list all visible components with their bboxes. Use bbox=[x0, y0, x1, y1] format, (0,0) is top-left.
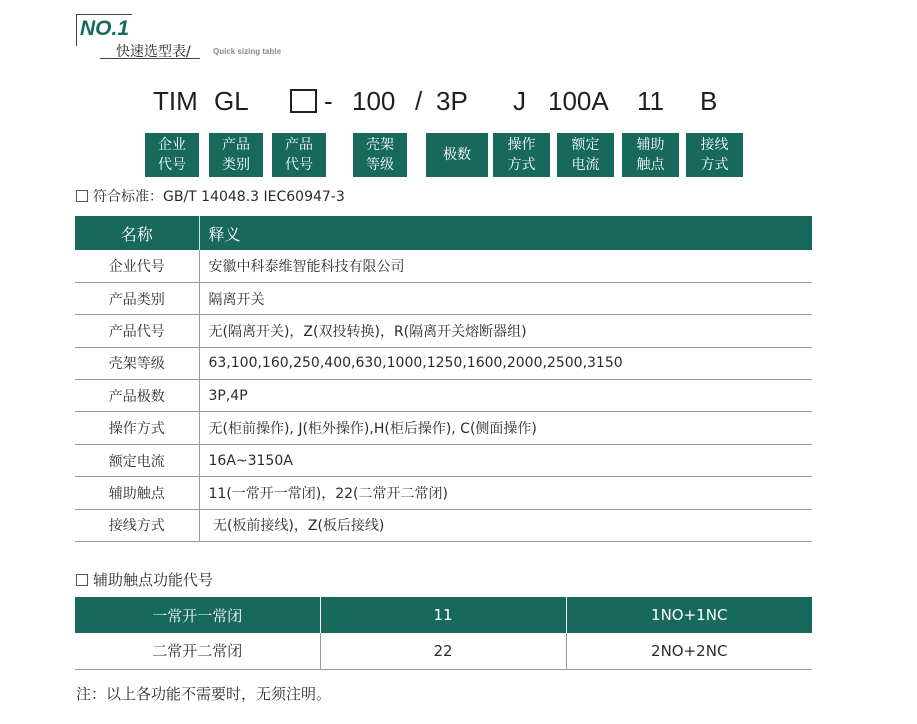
label-text: 企业 代号 bbox=[158, 137, 186, 173]
label-frame-grade bbox=[353, 133, 407, 177]
aux-header-row bbox=[75, 597, 812, 633]
label-text: 壳架 等级 bbox=[366, 137, 394, 173]
title-underline bbox=[100, 58, 200, 59]
table-header-row bbox=[75, 216, 812, 250]
table-row bbox=[75, 444, 812, 476]
label-rated-current bbox=[557, 133, 614, 177]
label-text: 产品 代号 bbox=[285, 137, 313, 173]
label-text: 产品 类别 bbox=[222, 137, 250, 173]
row-meaning: 无(板前接线)，Z(板后接线) bbox=[199, 509, 812, 541]
aux-table bbox=[75, 597, 812, 670]
checkbox-square-icon bbox=[76, 574, 88, 586]
aux-cell: 二常开二常闭 bbox=[75, 633, 320, 669]
code-frame: 100 bbox=[352, 86, 396, 116]
table-row bbox=[75, 412, 812, 444]
sizing-table bbox=[75, 216, 812, 542]
label-wiring-mode bbox=[686, 133, 743, 177]
code-dash: - bbox=[324, 86, 333, 116]
row-name: 壳架等级 bbox=[75, 347, 199, 379]
table-row bbox=[75, 315, 812, 347]
aux-cell: 22 bbox=[320, 633, 566, 669]
code-slash: / bbox=[415, 86, 423, 116]
label-text: 额定 电流 bbox=[571, 137, 600, 173]
section-number: NO.1 bbox=[80, 17, 130, 40]
label-product-category bbox=[209, 133, 263, 177]
code-category: GL bbox=[214, 86, 249, 116]
table-row bbox=[75, 282, 812, 314]
code-wiring: B bbox=[700, 86, 718, 116]
label-text: 辅助 触点 bbox=[636, 137, 665, 173]
row-meaning: 无(柜前操作), J(柜外操作),H(柜后操作), C(侧面操作) bbox=[199, 412, 812, 444]
row-meaning: 16A~3150A bbox=[199, 444, 812, 476]
section-title-en: Quick sizing table bbox=[213, 47, 282, 56]
code-company: TIM bbox=[153, 86, 198, 116]
row-meaning: 无(隔离开关)，Z(双投转换)，R(隔离开关熔断器组) bbox=[199, 315, 812, 347]
row-name: 产品类别 bbox=[75, 282, 199, 314]
standard-line bbox=[76, 186, 345, 206]
code-poles: 3P bbox=[436, 86, 468, 116]
aux-row bbox=[75, 633, 812, 669]
aux-header-cell: 11 bbox=[320, 597, 566, 633]
header-name: 名称 bbox=[75, 216, 199, 250]
row-name: 企业代号 bbox=[75, 250, 199, 282]
code-current: 100A bbox=[548, 86, 609, 116]
aux-section-title bbox=[76, 569, 213, 590]
row-name: 辅助触点 bbox=[75, 477, 199, 509]
row-meaning: 11(一常开一常闭)，22(二常开二常闭) bbox=[199, 477, 812, 509]
aux-header-cell: 一常开一常闭 bbox=[75, 597, 320, 633]
label-text: 操作 方式 bbox=[507, 137, 536, 173]
aux-title-text: 辅助触点功能代号 bbox=[93, 571, 214, 589]
checkbox-square-icon bbox=[76, 190, 88, 202]
table-row bbox=[75, 509, 812, 541]
row-name: 产品极数 bbox=[75, 380, 199, 412]
label-product-code bbox=[272, 133, 326, 177]
footnote: 注：以上各功能不需要时，无须注明。 bbox=[76, 685, 332, 703]
code-product-box bbox=[290, 89, 317, 113]
standard-text: 符合标准：GB/T 14048.3 IEC60947-3 bbox=[93, 189, 345, 205]
row-meaning: 63,100,160,250,400,630,1000,1250,1600,2000,2500,3150 bbox=[199, 347, 812, 379]
header-meaning: 释义 bbox=[199, 216, 812, 250]
code-operation: J bbox=[513, 86, 526, 116]
section-title: 快速选型表/ bbox=[116, 44, 191, 60]
row-name: 产品代号 bbox=[75, 315, 199, 347]
table-row bbox=[75, 347, 812, 379]
label-poles bbox=[426, 133, 488, 177]
aux-cell: 2NO+2NC bbox=[566, 633, 812, 669]
row-meaning: 3P,4P bbox=[199, 380, 812, 412]
row-name: 额定电流 bbox=[75, 444, 199, 476]
row-meaning: 隔离开关 bbox=[199, 282, 812, 314]
row-name: 操作方式 bbox=[75, 412, 199, 444]
table-row bbox=[75, 250, 812, 282]
table-row bbox=[75, 380, 812, 412]
label-operation-mode bbox=[493, 133, 550, 177]
row-name: 接线方式 bbox=[75, 509, 199, 541]
table-row bbox=[75, 477, 812, 509]
row-meaning: 安徽中科泰维智能科技有限公司 bbox=[199, 250, 812, 282]
code-aux: 11 bbox=[637, 86, 664, 116]
label-text: 极数 bbox=[443, 147, 471, 163]
label-aux-contact bbox=[622, 133, 679, 177]
aux-header-cell: 1NO+1NC bbox=[566, 597, 812, 633]
label-company-code bbox=[145, 133, 199, 177]
label-text: 接线 方式 bbox=[700, 137, 729, 173]
